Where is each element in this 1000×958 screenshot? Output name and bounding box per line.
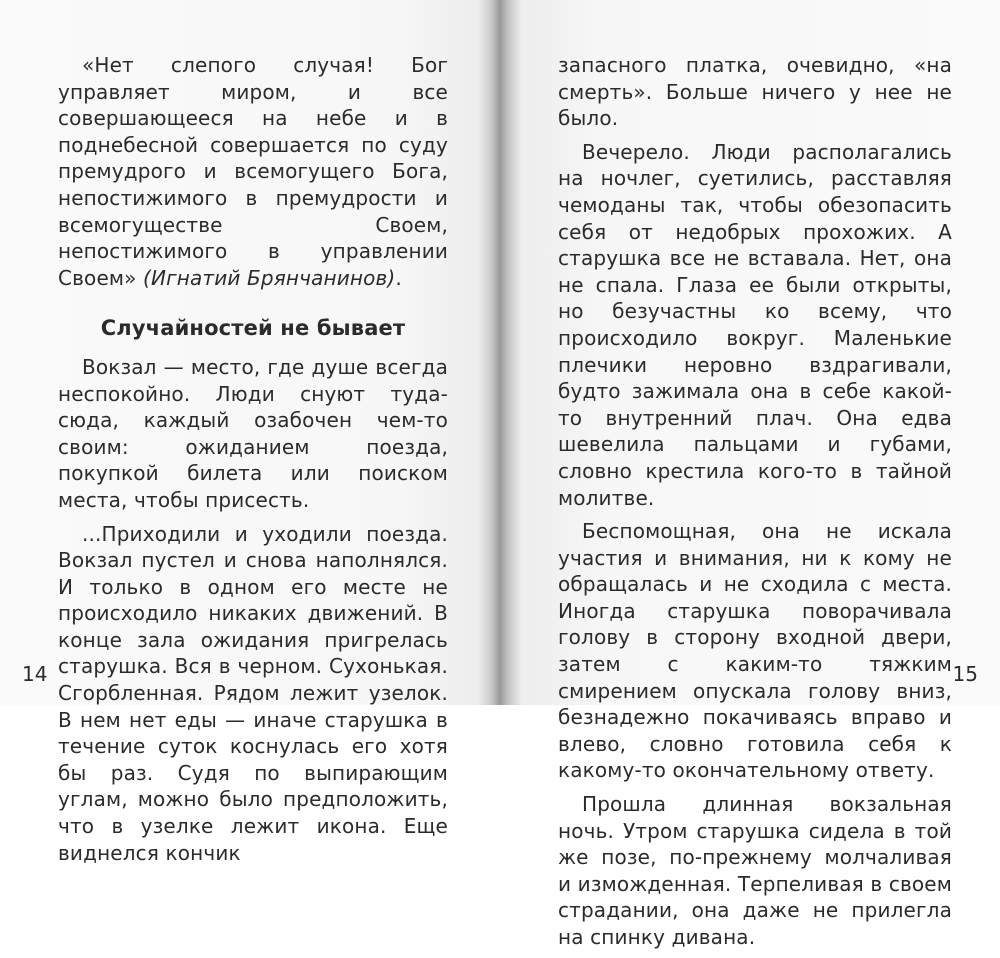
quote-author: (Игнатий Брянчанинов) [143, 265, 396, 290]
right-paragraph-3: Прошла длинная вокзальная ночь. Утром старушка сидела в той же позе, по-прежнему молчаливая и изможденная. Терпеливая в своем страдании, она даже не прилегла на спинку дивана. [558, 792, 952, 949]
left-page [0, 0, 490, 865]
left-paragraph-1: Вокзал — место, где душе всегда неспокойно. Люди снуют туда-сюда, каждый озабочен чем-то своим: ожиданием поезда, покупкой билета или поиском места, чтобы присесть. [58, 354, 448, 512]
page-number-right: 15 [952, 662, 978, 686]
left-page-text [58, 52, 448, 873]
right-page [510, 0, 1000, 949]
page-number-left: 14 [22, 662, 48, 686]
left-paragraph-2: ...Приходили и уходили поезда. Вокзал пустел и снова наполнялся. И только в одном его месте не происходило никаких движений. В конце зала ожидания пригрелась старушка. Вся в черном. Сухонькая. Сгорбленная. Рядом лежит узелок. В нем нет еды — иначе старушка в течение суток коснулась его хотя бы раз. Судя по выпирающим углам, можно было предположить, что в узелке лежит икона. Еще виднелся кончик [58, 521, 448, 865]
book-gutter [478, 0, 522, 705]
right-paragraph-2: Беспомощная, она не искала участия и внимания, ни к кому не обращалась и не сходила с места. Иногда старушка поворачивала голову в сторону входной двери, затем с каким-то тяжким смирением опускала голову вниз, безнадежно покачиваясь вправо и влево, словно готовила себя к какому-то окончательному ответу. [558, 519, 952, 783]
right-paragraph-1: Вечерело. Люди располагались на ночлег, суетились, расставляя чемоданы так, чтобы обезопасить себя от недобрых прохожих. А старушка все не вставала. Нет, она не спала. Глаза ее были открыты, но безучастны ко всему, что происходило вокруг. Маленькие плечики неровно вздрагивали, будто зажимала она в себе какой-то внутренний плач. Она едва шевелила пальцами и губами, словно крестила кого-то в тайной молитве. [558, 139, 952, 510]
chapter-heading: Случайностей не бывает [100, 316, 406, 341]
quote-text: «Нет слепого случая! Бог управляет миром, и все совершающееся на небе и в поднебесной совершается по суду премудрого и всемогущего Бога, непостижимого в премудрости и всемогуществе Своем, непостижимого в управлении Своем» [58, 53, 448, 290]
right-continuation: запасного платка, очевидно, «на смерть». Больше ничего у нее не было. [558, 53, 952, 131]
epigraph-quote [58, 52, 448, 291]
right-page-text [558, 52, 952, 958]
quote-end: . [395, 265, 402, 290]
